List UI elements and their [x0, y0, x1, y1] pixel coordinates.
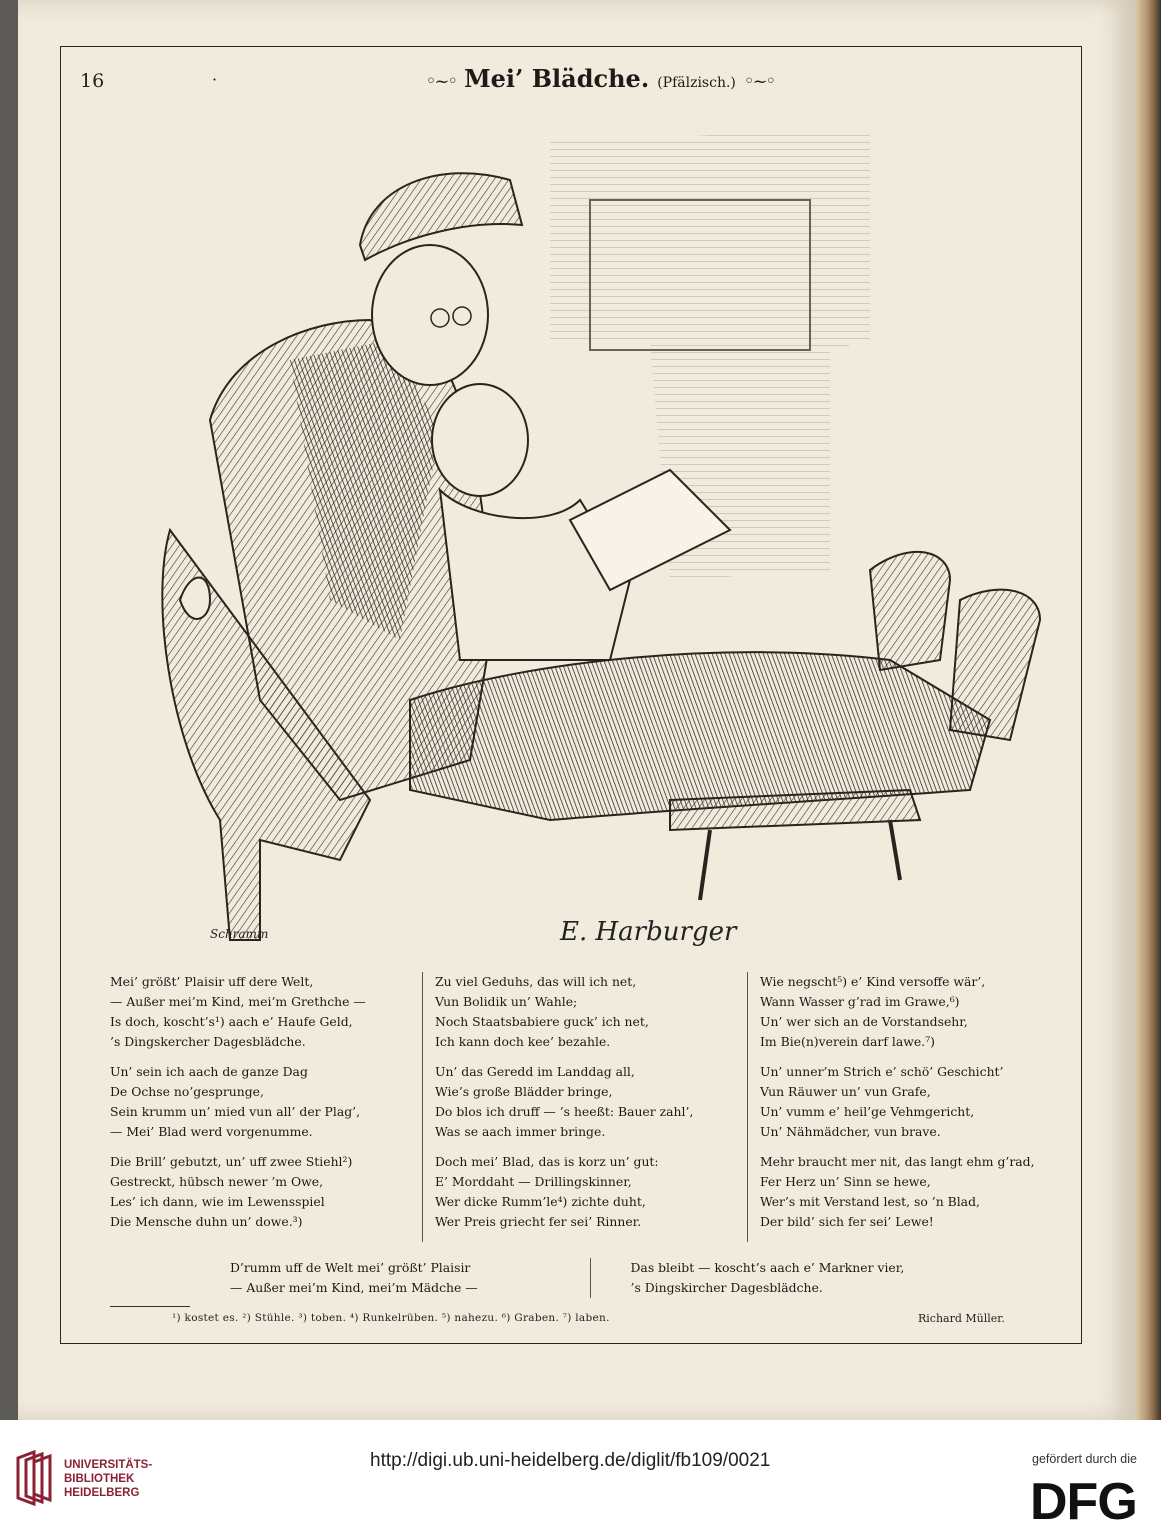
- verse-line: Un’ wer sich an de Vorstandsehr,: [760, 1014, 968, 1029]
- stanza: [760, 1062, 1045, 1142]
- poem-column-1: [110, 972, 410, 1242]
- verse-line: Vun Räuwer un’ vun Grafe,: [760, 1084, 931, 1099]
- poem-column-2: [422, 972, 735, 1242]
- poem-column-3: [747, 972, 1045, 1242]
- verse-line: Fer Herz un’ Sinn se hewe,: [760, 1174, 931, 1189]
- verse-line: Noch Staatsbabiere guck’ ich net,: [435, 1014, 649, 1029]
- footnote-rule: [110, 1306, 190, 1307]
- verse-line: — Außer mei’m Kind, mei’m Grethche —: [110, 994, 366, 1009]
- footnotes: ¹) kostet es. ²) Stühle. ³) toben. ⁴) Runkelrüben. ⁵) nahezu. ⁶) Graben. ⁷) laben.: [172, 1312, 610, 1324]
- library-logo-icon[interactable]: [14, 1450, 54, 1506]
- stanza: [435, 1062, 735, 1142]
- verse-line: Un’ Nähmädcher, vun brave.: [760, 1124, 941, 1139]
- verse-line: Un’ sein ich aach de ganze Dag: [110, 1064, 308, 1079]
- verse-line: Im Bie(n)verein darf lawe.⁷): [760, 1034, 935, 1049]
- page-subtitle: (Pfälzisch.): [657, 75, 736, 91]
- dfg-logo[interactable]: DFG: [1030, 1473, 1137, 1531]
- closing-stanza: [230, 1258, 990, 1298]
- verse-line: Vun Bolidik un’ Wahle;: [435, 994, 578, 1009]
- verse-line: Wie’s große Blädder bringe,: [435, 1084, 613, 1099]
- verse-line: Mei’ größt’ Plaisir uff dere Welt,: [110, 974, 314, 989]
- library-name[interactable]: [64, 1458, 152, 1500]
- stanza: [435, 972, 735, 1052]
- verse-line: ’s Dingskercher Dagesblädche.: [110, 1034, 306, 1049]
- page-title: Mei’ Blädche.: [464, 64, 650, 93]
- verse-line: Wer’s mit Verstand lest, so ’n Blad,: [760, 1194, 980, 1209]
- verse-line: Wie negscht⁵) e’ Kind versoffe wär’,: [760, 974, 986, 989]
- stanza: [760, 1152, 1045, 1232]
- page-number: 16: [80, 70, 105, 92]
- engraver-signature: Schramm: [210, 927, 269, 941]
- verse-line: E’ Morddaht — Drillingskinner,: [435, 1174, 632, 1189]
- author-name: Richard Müller.: [918, 1312, 1005, 1325]
- stanza: [110, 972, 410, 1052]
- verse-line: Die Brill’ gebutzt, un’ uff zwee Stiehl²): [110, 1154, 353, 1169]
- permalink-url[interactable]: http://digi.ub.uni-heidelberg.de/diglit/fb109/0021: [370, 1450, 771, 1471]
- header-dot: ·: [212, 70, 218, 89]
- page-edge: [1136, 0, 1161, 1420]
- verse-line: Un’ das Geredd im Landdag all,: [435, 1064, 635, 1079]
- stanza: [110, 1062, 410, 1142]
- verse-line: Mehr braucht mer nit, das langt ehm g’rad,: [760, 1154, 1035, 1169]
- viewer-footer: [0, 1420, 1161, 1533]
- closing-right: [590, 1258, 991, 1298]
- verse-line: Un’ vumm e’ heil’ge Vehmgericht,: [760, 1104, 975, 1119]
- stanza: [110, 1152, 410, 1232]
- library-line: BIBLIOTHEK: [64, 1473, 135, 1485]
- poem-columns: [110, 972, 1045, 1242]
- verse-line: Was se aach immer bringe.: [435, 1124, 606, 1139]
- verse-line: Wer dicke Rumm’le⁴) zichte duht,: [435, 1194, 646, 1209]
- closing-left: [230, 1258, 590, 1298]
- stanza: [435, 1152, 735, 1232]
- ornament-right: ◦~◦: [743, 71, 775, 92]
- verse-line: Un’ unner’m Strich e’ schö’ Geschicht’: [760, 1064, 1004, 1079]
- verse-line: De Ochse no’gesprunge,: [110, 1084, 264, 1099]
- funded-by-label: gefördert durch die: [1032, 1452, 1137, 1466]
- ornament-left: ◦~◦: [425, 71, 457, 92]
- verse-line: ’s Dingskircher Dagesblädche.: [630, 1280, 823, 1295]
- verse-line: D’rumm uff de Welt mei’ größt’ Plaisir: [230, 1260, 471, 1275]
- library-line: HEIDELBERG: [64, 1487, 140, 1499]
- page-header: [340, 64, 860, 93]
- verse-line: Ich kann doch kee’ bezahle.: [435, 1034, 611, 1049]
- artist-signature: E. Harburger: [560, 917, 737, 947]
- verse-line: Sein krumm un’ mied vun all’ der Plag’,: [110, 1104, 361, 1119]
- stanza: [760, 972, 1045, 1052]
- verse-line: Der bild’ sich fer sei’ Lewe!: [760, 1214, 934, 1229]
- verse-line: Das bleibt — koscht’s aach e’ Markner vier,: [630, 1260, 905, 1275]
- engraving-illustration: [110, 100, 1070, 960]
- verse-line: Die Mensche duhn un’ dowe.³): [110, 1214, 303, 1229]
- library-line: UNIVERSITÄTS-: [64, 1459, 153, 1471]
- verse-line: Gestreckt, hübsch newer ’m Owe,: [110, 1174, 324, 1189]
- verse-line: Wann Wasser g’rad im Grawe,⁶): [760, 994, 960, 1009]
- verse-line: Is doch, koscht’s¹) aach e’ Haufe Geld,: [110, 1014, 353, 1029]
- verse-line: Do blos ich druff — ’s heeßt: Bauer zahl’,: [435, 1104, 694, 1119]
- verse-line: Les’ ich dann, wie im Lewensspiel: [110, 1194, 325, 1209]
- verse-line: Wer Preis griecht fer sei’ Rinner.: [435, 1214, 642, 1229]
- verse-line: Doch mei’ Blad, das is korz un’ gut:: [435, 1154, 659, 1169]
- verse-line: — Mei’ Blad werd vorgenumme.: [110, 1124, 313, 1139]
- verse-line: Zu viel Geduhs, das will ich net,: [435, 974, 637, 989]
- verse-line: — Außer mei’m Kind, mei’m Mädche —: [230, 1280, 478, 1295]
